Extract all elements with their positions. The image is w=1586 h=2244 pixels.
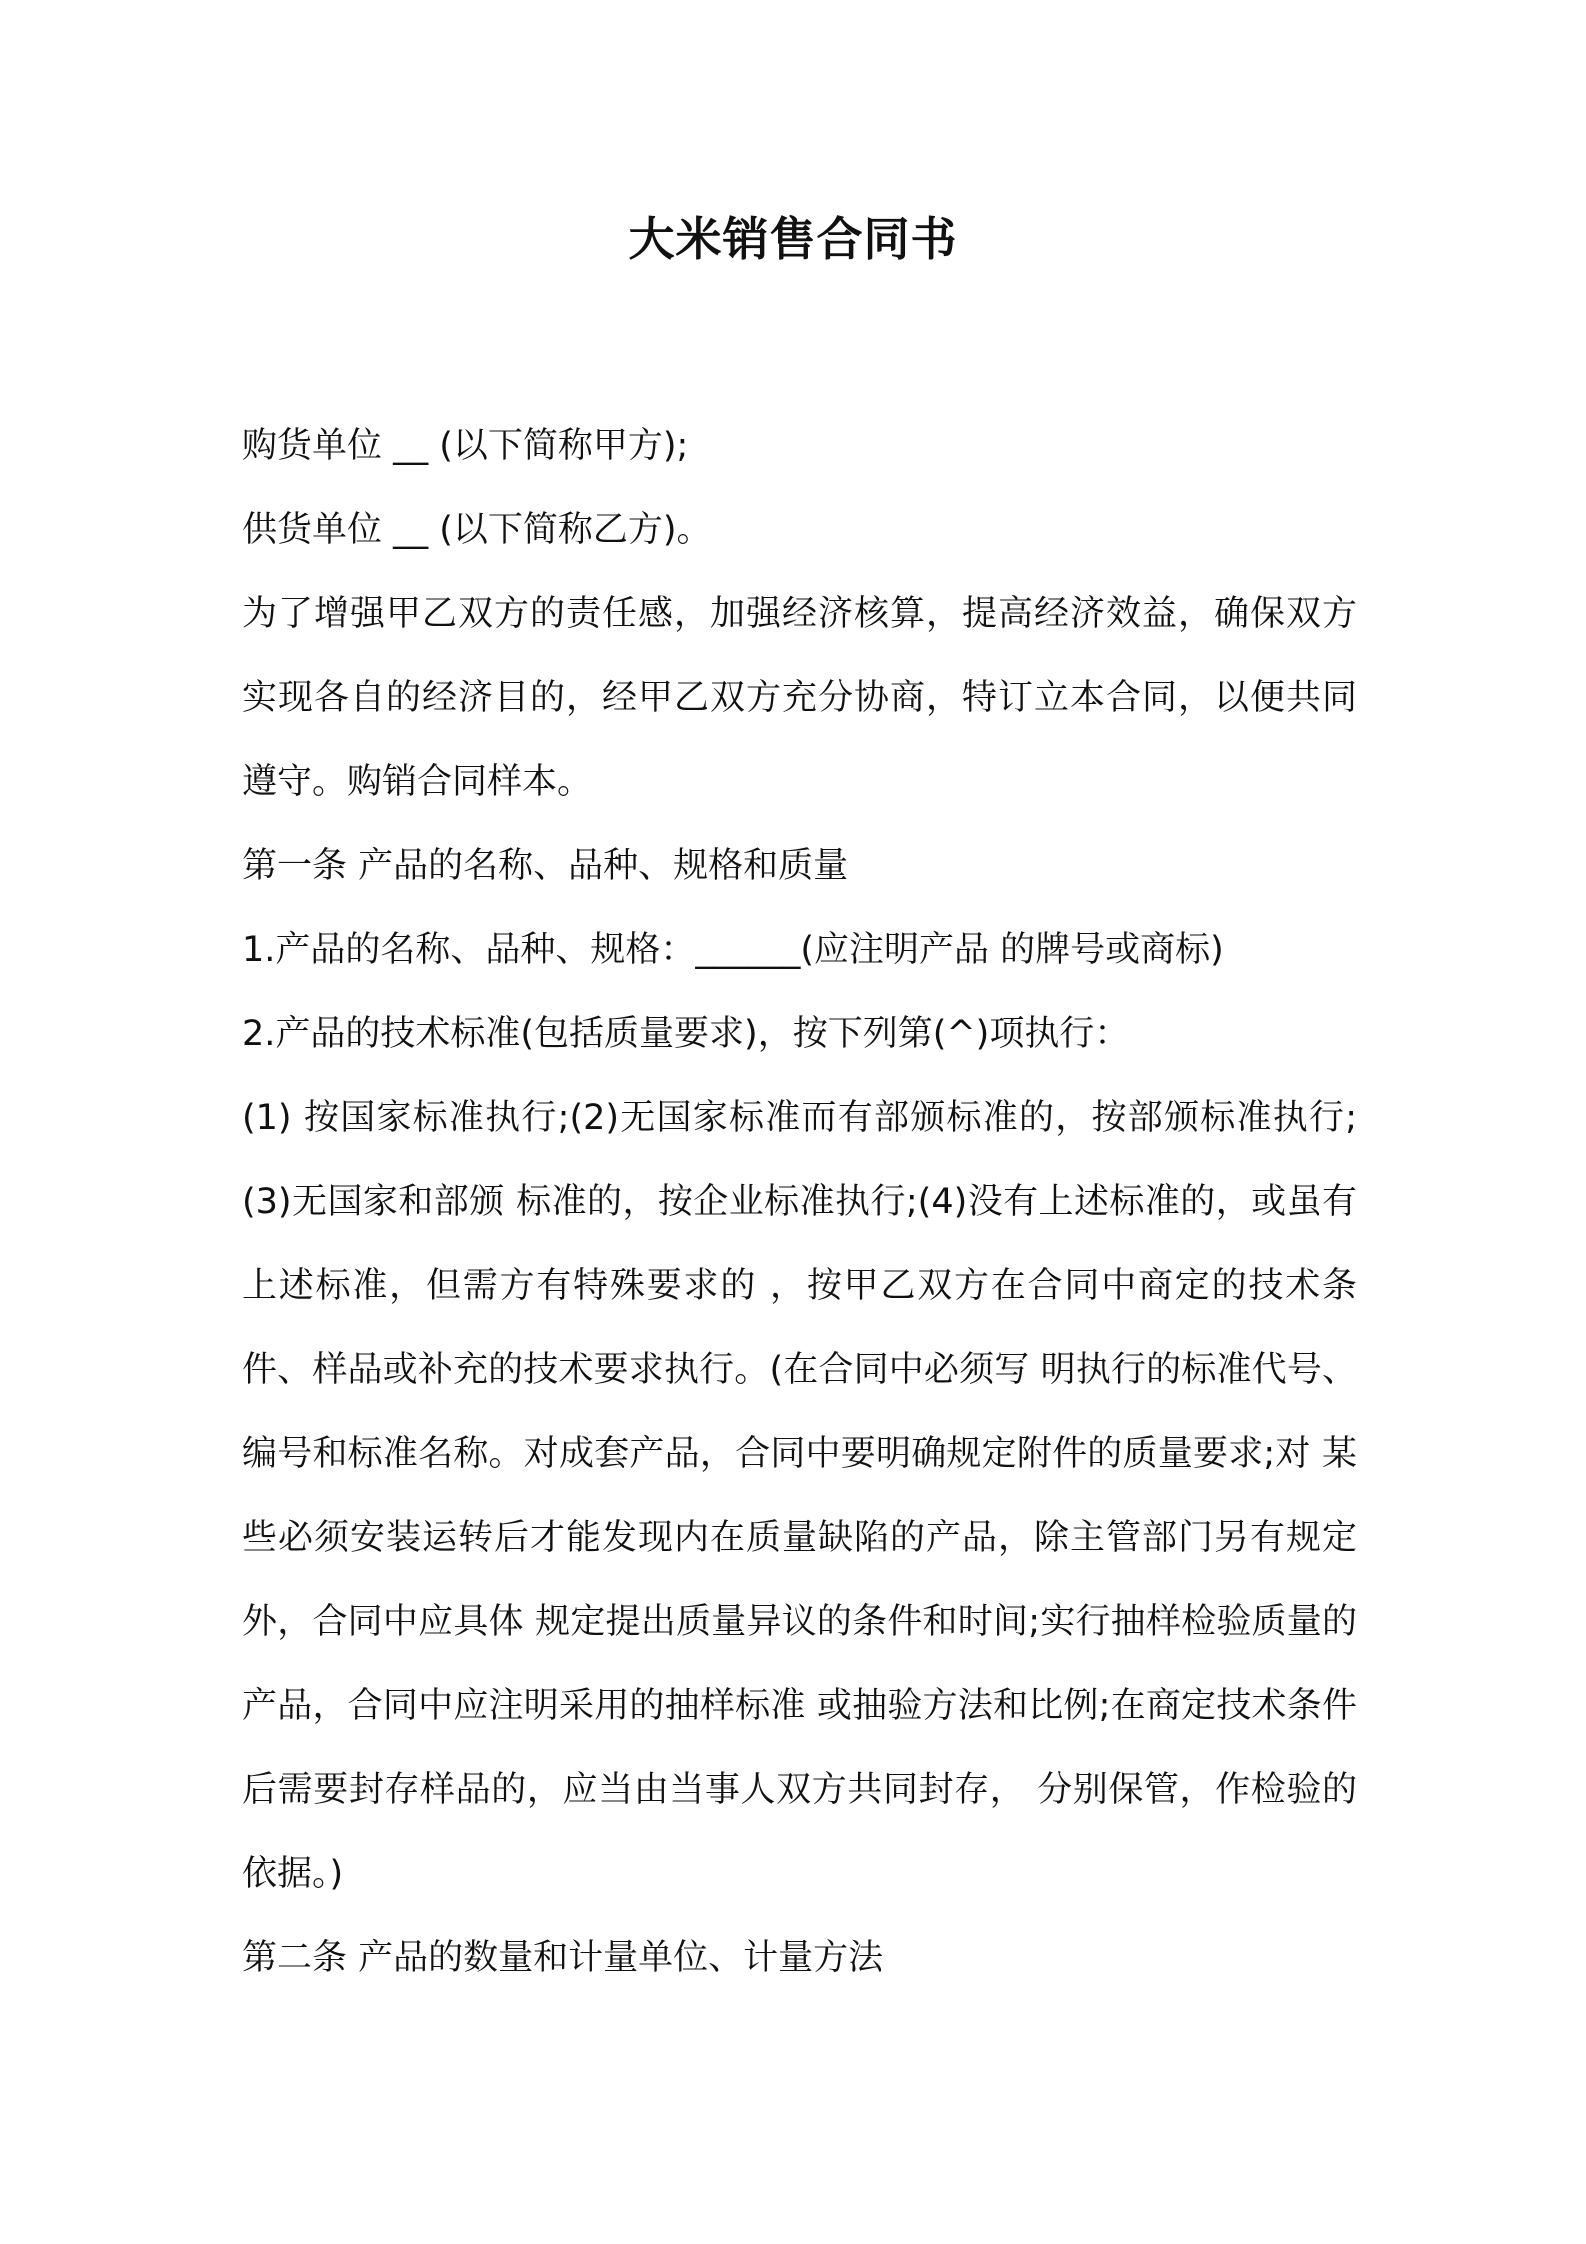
article-2-heading: 第二条 产品的数量和计量单位、计量方法 — [242, 1938, 884, 1978]
document-title: 大米销售合同书 — [628, 212, 958, 266]
article-1-heading: 第一条 产品的名称、品种、规格和质量 — [242, 846, 849, 886]
article-1-item-1: 1.产品的名称、品种、规格：______(应注明产品 的牌号或商标) — [242, 930, 1224, 970]
buyer-line: 购货单位 __ (以下简称甲方); — [242, 426, 689, 466]
document-body — [242, 404, 1357, 2000]
standards-paragraph: (1) 按国家标准执行;(2)无国家标准而有部颁标准的，按部颁标准执行;(3)无国家和部颁 标准的，按企业标准执行;(4)没有上述标准的，或虽有上述标准，但需方有特殊要求的 ，按甲乙双方在合同中商定的技术条件、样品或补充的技术要求执行。(在合同中必须写 明执行的标准代号、编号和标准名称。对成套产品，合同中要明确规定附件的质量要求;对 某些必须安装运转后才能发现内在质量缺陷的产品，除主管部门另有规定外，合同中应具体 规定提出质量异议的条件和时间;实行抽样检验质量的产品，合同中应注明采用的抽样标准 或抽验方法和比例;在商定技术条件后需要封存样品的，应当由当事人双方共同封存， 分别保管，作检验的依据。) — [242, 1098, 1357, 1894]
supplier-line: 供货单位 __ (以下简称乙方)。 — [242, 510, 712, 550]
preamble-paragraph: 为了增强甲乙双方的责任感，加强经济核算，提高经济效益，确保双方实现各自的经济目的，经甲乙双方充分协商，特订立本合同，以便共同遵守。购销合同样本。 — [242, 594, 1357, 802]
article-1-item-2: 2.产品的技术标准(包括质量要求)，按下列第(^)项执行： — [242, 1014, 1130, 1054]
